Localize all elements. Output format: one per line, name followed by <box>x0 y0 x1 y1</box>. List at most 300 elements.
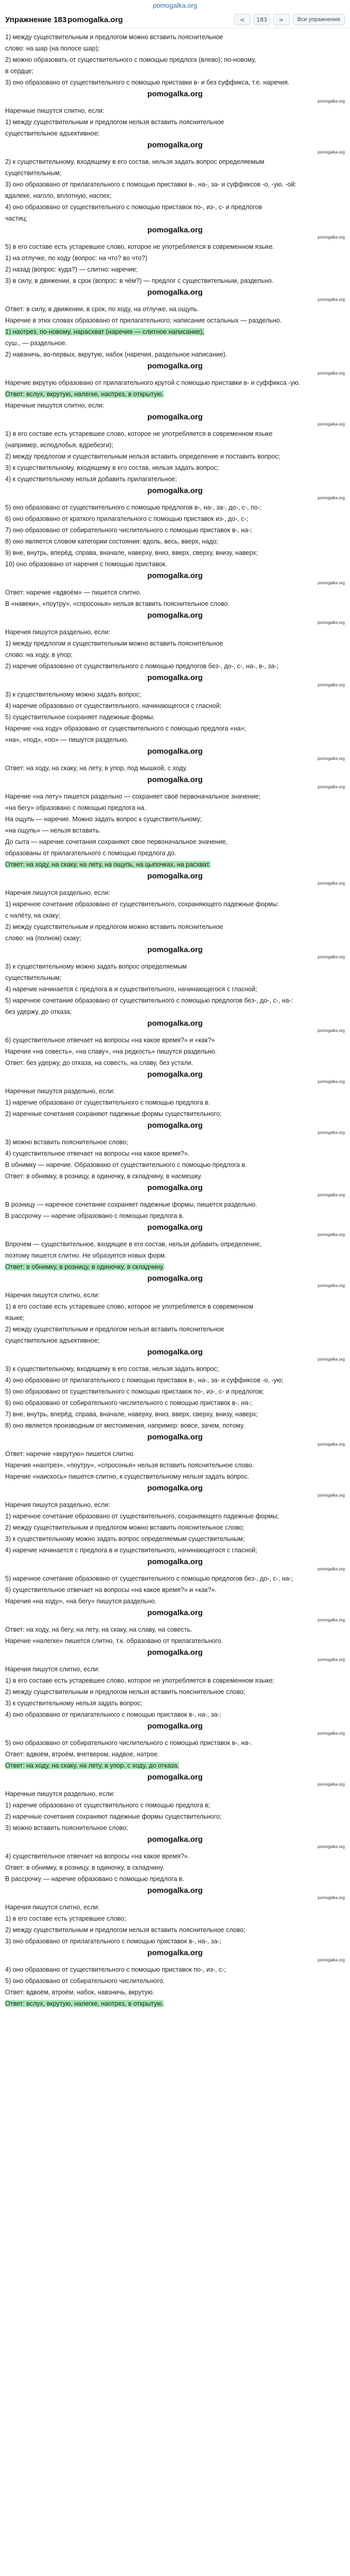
watermark-small: pomogalka.org <box>318 371 345 376</box>
text-line <box>5 33 345 42</box>
watermark: pomogalka.org <box>147 1608 203 1617</box>
line-text: существительное адъективное; <box>5 1337 100 1344</box>
watermark: pomogalka.org <box>147 673 203 682</box>
line-text: 1) на отлучке, по ходу (вопрос: на что? во что?) <box>5 255 147 262</box>
line-text: 7) оно образовано от собирательного числительного с помощью приставок в-, на-; <box>5 527 252 534</box>
line-text: 1) наречное сочетание образовано от существительного, сохраняющего падежные формы: <box>5 901 279 908</box>
line-text: 4) оно образовано от прилагательного с помощью приставок в-, на-, за-; <box>5 1711 221 1718</box>
text-line <box>5 1977 345 1986</box>
line-text: 3) оно образовано от прилагательного с помощью приставок в-, на-, за-; <box>5 1938 221 1945</box>
watermark-small: pomogalka.org <box>318 1079 345 1084</box>
watermark-small: pomogalka.org <box>318 1782 345 1787</box>
line-text: Наречия пишутся раздельно, если: <box>5 629 110 636</box>
text-line <box>5 1676 345 1685</box>
highlighted-answer: Ответ: в обнимку, в розницу, в одиночку, в складчину. <box>5 1263 165 1270</box>
site-header[interactable] <box>0 0 350 11</box>
highlighted-answer: 1) наотрез, по-новому, нарасхват (наречия — слитное написание), <box>5 328 204 335</box>
text-line <box>5 1801 345 1810</box>
text-line <box>5 503 345 512</box>
text-line <box>5 792 345 801</box>
text-line <box>5 515 345 523</box>
text-line <box>5 1302 345 1311</box>
text-line <box>5 1472 345 1481</box>
line-text: (например, исподлобья, вдребезги); <box>5 442 114 449</box>
text-line <box>5 600 345 608</box>
watermark-small: pomogalka.org <box>318 1028 345 1033</box>
text-line <box>5 180 345 189</box>
line-text: 2) к существительному, входящему в его состав, нельзя задать вопрос определяемым <box>5 158 265 165</box>
line-text: 2) между существительным и предлогом можно вставить пояснительное <box>5 923 223 930</box>
watermark: pomogalka.org <box>147 1948 203 1957</box>
line-text: Наречие «налегке» пишется слитно, т.к. образовано от прилагательного. <box>5 1637 223 1645</box>
text-line <box>5 815 345 824</box>
text-line <box>5 1710 345 1719</box>
line-text: 1) наречное сочетание образовано от существительного, сохраняющего падежные формы; <box>5 1513 279 1520</box>
text-line <box>5 56 345 64</box>
line-text: Ответ: наречие «вдвоём» — пишется слитно. <box>5 589 142 596</box>
line-text: До сыта — наречие сочетания сохраняют свое первоначальное значение, <box>5 838 228 845</box>
line-text: Наречия пишутся слитно, если: <box>5 1904 100 1911</box>
text-line <box>5 1059 345 1067</box>
text-line <box>5 985 345 994</box>
text-line <box>5 430 345 438</box>
text-line <box>5 1263 345 1272</box>
text-line <box>5 1036 345 1045</box>
all-exercises-button[interactable]: Все упражнения <box>293 14 345 25</box>
text-line <box>5 129 345 138</box>
line-text: Ответ: на ходу, на скаку, на лету, в упор, под мышкой, с ходу. <box>5 765 187 772</box>
line-text: 6) существительное отвечает на вопросы «на какое время?» и «как?» <box>5 1037 215 1044</box>
text-line <box>5 1399 345 1408</box>
text-line <box>5 1410 345 1419</box>
line-text: 2) между существительным и предлогом можно вставить пояснительное слово; <box>5 1524 244 1531</box>
line-text: существительное адъективное; <box>5 130 100 137</box>
line-text: Наречия пишутся слитно, если: <box>5 1666 100 1673</box>
text-line <box>5 1336 345 1345</box>
text-line <box>5 1172 345 1181</box>
line-text: Ответ: в обнимку, в розницу, в одиночку, в складчину. <box>5 1864 165 1871</box>
line-text: 4) существительное отвечает на вопросы «на какое время?». <box>5 1853 190 1860</box>
text-line <box>5 44 345 53</box>
watermark-small: pomogalka.org <box>318 581 345 585</box>
watermark: pomogalka.org <box>147 486 203 495</box>
text-line <box>5 1586 345 1595</box>
watermark: pomogalka.org <box>147 1183 203 1192</box>
line-text: 4) существительное отвечает на вопросы «на какое время?». <box>5 1150 190 1157</box>
text-line <box>5 1098 345 1107</box>
text-line <box>5 67 345 76</box>
line-text: 1) между предлогом и существительным можно вставить пояснительное <box>5 640 223 647</box>
line-text: В рассрочку — наречие образовано с помощью предлога в. <box>5 1875 184 1883</box>
watermark-inline: pomogalka.org <box>67 15 123 24</box>
text-line <box>5 560 345 569</box>
line-text: Наречия «наотрез», «поутру», «спросонья» нельзя вставить пояснительное слово. <box>5 1462 254 1469</box>
text-line <box>5 1421 345 1430</box>
text-line <box>5 639 345 648</box>
text-line <box>5 1863 345 1872</box>
line-text: Наречные пишутся слитно, если: <box>5 107 104 114</box>
watermark: pomogalka.org <box>147 1433 203 1442</box>
text-line <box>5 1535 345 1544</box>
line-text: Ответ: наречие «вкрутую» пишется слитно. <box>5 1450 135 1458</box>
watermark: pomogalka.org <box>147 1835 203 1844</box>
line-text: На ощупь — наречие. Можно задать вопрос к существительному; <box>5 816 202 823</box>
watermark: pomogalka.org <box>147 1019 203 1028</box>
text-line <box>5 588 345 597</box>
watermark: pomogalka.org <box>147 1348 203 1357</box>
line-text: без удержу, до отказа; <box>5 1008 72 1015</box>
text-line <box>5 1926 345 1935</box>
text-line <box>5 1212 345 1221</box>
line-text: 4) оно образовано от прилагательного с помощью приставок в-, на-, за- и суффиксов -о, -ую; <box>5 1377 284 1384</box>
text-line <box>5 962 345 971</box>
line-text: слово: на ходу, в упор; <box>5 651 73 658</box>
watermark: pomogalka.org <box>147 1557 203 1566</box>
watermark-small: pomogalka.org <box>318 1731 345 1736</box>
line-text: Наречные пишутся раздельно, если: <box>5 1088 115 1095</box>
text-line <box>5 118 345 127</box>
line-text: слово: на (полном) скаку; <box>5 935 81 942</box>
line-text: 6) существительное отвечает на вопросы «на какое время?» и «как?». <box>5 1586 217 1594</box>
watermark-small: pomogalka.org <box>318 1193 345 1197</box>
line-text: В розницу — наречное сочетание сохраняет падежные формы, пишется раздельно. <box>5 1201 257 1208</box>
line-text: Ответ: без удержу, до отказа, на совесть, на славу, без устали. <box>5 1059 194 1066</box>
text-line <box>5 1852 345 1861</box>
text-line <box>5 1387 345 1396</box>
watermark-small: pomogalka.org <box>318 1618 345 1622</box>
text-line <box>5 1008 345 1016</box>
watermark: pomogalka.org <box>147 945 203 954</box>
line-text: 3) к существительному можно задать вопрос; <box>5 691 142 698</box>
watermark-small: pomogalka.org <box>318 1130 345 1135</box>
watermark-small: pomogalka.org <box>318 683 345 687</box>
line-text: 3) оно образовано от существительного с помощью приставки в- и без суффикса, т.е. наречия. <box>5 79 290 86</box>
text-line <box>5 526 345 535</box>
text-line <box>5 1523 345 1532</box>
text-line <box>5 1314 345 1323</box>
line-text: 1) в его составе есть устаревшее слово, которое не употребляется в современном языке; <box>5 1677 275 1684</box>
watermark-small: pomogalka.org <box>318 1657 345 1662</box>
line-text: 3) можно вставить пояснительное слово; <box>5 1824 128 1832</box>
text-line <box>5 350 345 359</box>
text-line <box>5 1200 345 1209</box>
line-text: Наречие «на лету» пишется раздельно — сохраняет своё первоначальное значение; <box>5 793 260 800</box>
line-text: слово: на шар (на полосе шар); <box>5 45 100 52</box>
line-text: Ответ: в обнимку, в розницу, в одиночку, в складчину, в насмешку. <box>5 1173 202 1180</box>
line-text: с налёту, на скаку; <box>5 912 61 919</box>
line-text: Наречие «на ходу» образовано от существительного с помощью предлога «на»; <box>5 725 246 732</box>
watermark: pomogalka.org <box>147 611 203 620</box>
text-line <box>5 1812 345 1821</box>
text-line <box>5 1161 345 1170</box>
text-line <box>5 1240 345 1249</box>
text-line <box>5 1999 345 2008</box>
text-line <box>5 1965 345 1974</box>
line-text: Ответ: на ходу, на бегу, на лету, на скаку, на славу, на совесть. <box>5 1626 192 1633</box>
line-text: В обнимку — наречие. Образовано от существительного с помощью предлога в. <box>5 1161 247 1168</box>
highlighted-answer: Ответ: на ходу, на скаку, на лету, на ощупь, на цыпочках, на расхват. <box>5 861 211 868</box>
line-text: «на», «под», «по» — пишутся раздельно. <box>5 736 129 743</box>
line-text: 1) в его составе есть устаревшее слово; <box>5 1915 126 1922</box>
line-text: 9) вне, внутрь, вперёд, справа, вначале, наверху, вниз, вверх, сверху, внизу, наверх; <box>5 549 258 556</box>
text-line <box>5 724 345 733</box>
line-text: Впрочем — существительное, входящее в его состав, нельзя добавить определение, <box>5 1241 261 1248</box>
line-text: 5) наречное сочетание образовано от существительного с помощью предлогов без-, до-, с-, на-; <box>5 1575 293 1582</box>
text-line <box>5 900 345 909</box>
text-line <box>5 203 345 212</box>
watermark-small: pomogalka.org <box>318 1567 345 1571</box>
watermark-small: pomogalka.org <box>318 1844 345 1849</box>
line-text: 2) наречие образовано от существительного с помощью предлогов без-, до-, с-, на-, в-, за-; <box>5 663 278 670</box>
watermark: pomogalka.org <box>147 288 203 297</box>
watermark: pomogalka.org <box>147 1121 203 1130</box>
line-text: В «навеки», «поутру», «спросонья» нельзя вставить пояснительное слово. <box>5 600 230 607</box>
line-text: Ответ: вдвоём, втроём, набок, навзничь, вкрутую. <box>5 1989 154 1996</box>
prev-exercise-button[interactable]: < <box>234 14 251 25</box>
text-line <box>5 1699 345 1708</box>
line-text: 3) к существительному нельзя задать вопрос; <box>5 1700 143 1707</box>
text-line <box>5 475 345 484</box>
line-text: 4) к существительному нельзя добавить прилагательное; <box>5 476 177 483</box>
text-line <box>5 192 345 200</box>
line-text: частиц; <box>5 215 28 222</box>
text-line <box>5 1637 345 1646</box>
watermark-small: pomogalka.org <box>318 297 345 302</box>
text-line <box>5 1937 345 1946</box>
line-text: суш., — раздельное. <box>5 340 67 347</box>
watermark-small: pomogalka.org <box>318 99 345 104</box>
watermark-small: pomogalka.org <box>318 955 345 959</box>
text-line <box>5 1376 345 1385</box>
line-text: 2) между существительным и предлогом нельзя вставить пояснительное слово; <box>5 1688 246 1696</box>
text-line <box>5 441 345 450</box>
line-text: поэтому пишется слитно. Не образуется новых форм. <box>5 1252 167 1259</box>
text-line <box>5 826 345 835</box>
line-text: 2) наречные сочетания сохраняют падежные формы существительного; <box>5 1813 222 1820</box>
watermark: pomogalka.org <box>147 362 203 370</box>
text-line <box>5 1988 345 1997</box>
line-text: образованы от прилагательного с помощью предлога до. <box>5 850 177 857</box>
line-text: 1) наречие образовано от существительного с помощью предлога в. <box>5 1099 211 1106</box>
line-text: Наречие вкрутую образовано от прилагательного крутой с помощью приставки в- и суффикса -ую. <box>5 379 301 386</box>
watermark-small: pomogalka.org <box>318 1958 345 1962</box>
watermark: pomogalka.org <box>147 141 203 149</box>
text-line <box>5 305 345 314</box>
text-line <box>5 243 345 251</box>
watermark: pomogalka.org <box>147 226 203 234</box>
watermark: pomogalka.org <box>147 1070 203 1079</box>
text-line <box>5 1574 345 1583</box>
line-text: вдалеке, наголо, вплотную, наспех; <box>5 192 112 199</box>
line-text: Наречия пишутся раздельно, если: <box>5 889 110 896</box>
line-text: 2) навзничь, во-первых, вкрутую, набок (наречия, раздельное написание). <box>5 351 227 358</box>
line-text: 5) в его составе есть устаревшее слово, которое не употребляется в современном языке. <box>5 243 275 250</box>
text-line <box>5 390 345 399</box>
text-line <box>5 1512 345 1521</box>
text-line <box>5 911 345 920</box>
line-text: 7) вне, внутрь, вперёд, справа, вначале, наверху, вниз, вверх, сверху, внизу, наверх; <box>5 1411 258 1418</box>
text-line <box>5 690 345 699</box>
answer-content <box>0 28 350 2008</box>
watermark-small: pomogalka.org <box>318 1895 345 1900</box>
next-exercise-button[interactable]: > <box>273 14 290 25</box>
exercise-title: Упражнение 183 <box>5 15 67 24</box>
line-text: 4) оно образовано от существительного с помощью приставок по-, из-, с-; <box>5 1966 226 1973</box>
watermark: pomogalka.org <box>147 90 203 98</box>
text-line <box>5 1450 345 1459</box>
text-line <box>5 996 345 1005</box>
line-text: 4) наречие образовано от существительного, начинающегося с гласной; <box>5 702 222 709</box>
watermark-small: pomogalka.org <box>318 1232 345 1237</box>
line-text: 4) наречие начинается с предлога в и существительного, начинающегося с гласной; <box>5 986 257 993</box>
text-line <box>5 1110 345 1118</box>
watermark-small: pomogalka.org <box>318 1442 345 1447</box>
text-line <box>5 628 345 637</box>
line-text: Наречия «на ходу», «на бегу» пишутся раздельно. <box>5 1598 156 1605</box>
line-text: существительным; <box>5 170 62 177</box>
text-line <box>5 934 345 943</box>
line-text: 1) наречие образовано от существительного с помощью предлога в; <box>5 1802 211 1809</box>
text-line <box>5 1138 345 1147</box>
line-text: Ответ: в силу, в движении, в срок, по ходу, на отлучке, на ощупь. <box>5 306 199 313</box>
text-line <box>5 78 345 87</box>
watermark: pomogalka.org <box>147 1773 203 1782</box>
exercise-navigation <box>234 14 345 25</box>
text-line <box>5 838 345 846</box>
watermark-small: pomogalka.org <box>318 150 345 155</box>
text-line <box>5 1546 345 1555</box>
watermark: pomogalka.org <box>147 571 203 580</box>
line-text: Наречия пишутся раздельно, если: <box>5 1501 110 1509</box>
line-text: 1) между существительным и предлогом можно вставить пояснительное <box>5 33 223 41</box>
watermark: pomogalka.org <box>147 1722 203 1731</box>
watermark: pomogalka.org <box>147 747 203 756</box>
text-line <box>5 316 345 325</box>
line-text: 4) оно образовано от существительного с помощью приставок по-, из-, с- и предлогов <box>5 204 262 211</box>
line-text: 5) существительное сохраняет падежные формы. <box>5 714 155 721</box>
site-name[interactable]: pomogalka.org <box>153 2 197 9</box>
text-line <box>5 804 345 812</box>
watermark: pomogalka.org <box>147 413 203 421</box>
text-line <box>5 214 345 223</box>
text-line <box>5 277 345 285</box>
text-line <box>5 889 345 897</box>
text-line <box>5 1501 345 1510</box>
text-line <box>5 860 345 869</box>
line-text: Наречия «на совесть», «на славу», «на редкость» пишутся раздельно. <box>5 1048 217 1055</box>
watermark: pomogalka.org <box>147 1484 203 1493</box>
line-text: 5) оно образовано от собирательного числительного. <box>5 1977 165 1985</box>
line-text: 6) оно образовано от краткого прилагательного с помощью приставок из-, до-, с-; <box>5 515 249 522</box>
watermark-small: pomogalka.org <box>318 1493 345 1498</box>
current-exercise-button[interactable]: 183 <box>254 14 270 25</box>
line-text: 5) оно образовано от существительного с помощью приставок по-, из-, с- и предлогов; <box>5 1388 264 1395</box>
text-line <box>5 702 345 710</box>
line-text: 2) между существительным и предлогом нельзя вставить пояснительное слово; <box>5 1926 246 1934</box>
watermark-small: pomogalka.org <box>318 1283 345 1288</box>
line-text: 2) между существительным и предлогом нельзя вставить пояснительное <box>5 1326 224 1333</box>
line-text: 8) оно является производным от местоимения, например: вовсе, зачем, потому. <box>5 1422 245 1429</box>
text-line <box>5 254 345 263</box>
text-line <box>5 1291 345 1300</box>
text-line <box>5 265 345 274</box>
line-text: 8) оно является словом категории состояния: вдоль, весь, вверх, надо; <box>5 538 218 545</box>
text-line <box>5 452 345 461</box>
text-line <box>5 1047 345 1056</box>
watermark: pomogalka.org <box>147 1648 203 1657</box>
text-line <box>5 1365 345 1374</box>
line-text: 10) оно образовано от наречия с помощью приставок. <box>5 561 167 568</box>
watermark: pomogalka.org <box>147 775 203 784</box>
watermark: pomogalka.org <box>147 872 203 880</box>
line-text: Наречные пишутся раздельно, если: <box>5 1790 115 1798</box>
text-line <box>5 1750 345 1759</box>
text-line <box>5 1875 345 1884</box>
text-line <box>5 537 345 546</box>
text-line <box>5 1461 345 1470</box>
line-text: 3) к существительному можно задать вопрос определяемым <box>5 963 187 970</box>
line-text: Наречие в этих словах образовано от прилагательного; написание остальных — раздельно. <box>5 317 282 324</box>
text-line <box>5 328 345 336</box>
line-text: 3) оно образовано от прилагательного с помощью приставки в-, на-, за- и суффиксов -о, -ую, -ой: <box>5 181 296 188</box>
text-line <box>5 379 345 387</box>
text-line <box>5 1597 345 1606</box>
text-line <box>5 651 345 659</box>
highlighted-answer: Ответ: вслух, вкрутую, налегке, наотрез, в открытую. <box>5 391 164 398</box>
watermark: pomogalka.org <box>147 1274 203 1283</box>
line-text: 2) назад (вопрос: куда?) — слитно: наречие; <box>5 266 138 273</box>
text-line <box>5 1625 345 1634</box>
watermark-small: pomogalka.org <box>318 881 345 886</box>
highlighted-answer: Ответ: на ходу, на скаку, на лету, в упор, с ходу, до отказа. <box>5 1762 179 1769</box>
text-line <box>5 1688 345 1697</box>
watermark-small: pomogalka.org <box>318 785 345 789</box>
line-text: 5) оно образовано от собирательного числительного с помощью приставок в-, на-. <box>5 1739 252 1747</box>
line-text: 2) между предлогом и существительным нельзя вставить определение и поставить вопрос; <box>5 453 281 460</box>
line-text: в сердце; <box>5 67 33 75</box>
top-bar <box>0 11 350 28</box>
text-line <box>5 764 345 773</box>
watermark-small: pomogalka.org <box>318 235 345 240</box>
text-line <box>5 464 345 472</box>
line-text: 4) наречие начинается с предлога в и существительного, начинающегося с гласной; <box>5 1547 257 1554</box>
text-line <box>5 169 345 178</box>
line-text: В рассрочку — наречие образовано с помощью предлога в. <box>5 1212 184 1219</box>
line-text: 3) к существительному можно задать вопрос определяемым существительным; <box>5 1535 245 1543</box>
line-text: Наречия пишутся слитно, если: <box>5 1292 100 1299</box>
line-text: 2) наречные сочетания сохраняют падежные формы существительного; <box>5 1110 222 1117</box>
line-text: 3) к существительному, входящему в его состав, нельзя задать вопрос; <box>5 1365 219 1372</box>
text-line <box>5 1790 345 1799</box>
text-line <box>5 1665 345 1674</box>
text-line <box>5 1903 345 1912</box>
watermark: pomogalka.org <box>147 1223 203 1232</box>
watermark-small: pomogalka.org <box>318 756 345 761</box>
line-text: «на бегу» образовано с помощью предлога на. <box>5 804 146 811</box>
watermark-small: pomogalka.org <box>318 620 345 625</box>
line-text: 1) в его составе есть устаревшее слово, которое не употребляется в современном <box>5 1303 254 1310</box>
text-line <box>5 713 345 722</box>
text-line <box>5 1325 345 1334</box>
watermark-small: pomogalka.org <box>318 422 345 427</box>
text-line <box>5 1087 345 1096</box>
line-text: 3) можно вставить пояснительное слово; <box>5 1139 128 1146</box>
text-line <box>5 662 345 671</box>
text-line <box>5 1824 345 1833</box>
watermark-small: pomogalka.org <box>318 1357 345 1362</box>
text-line <box>5 339 345 348</box>
line-text: 3) к существительному, входящему в его состав, нельзя задать вопрос; <box>5 464 219 471</box>
